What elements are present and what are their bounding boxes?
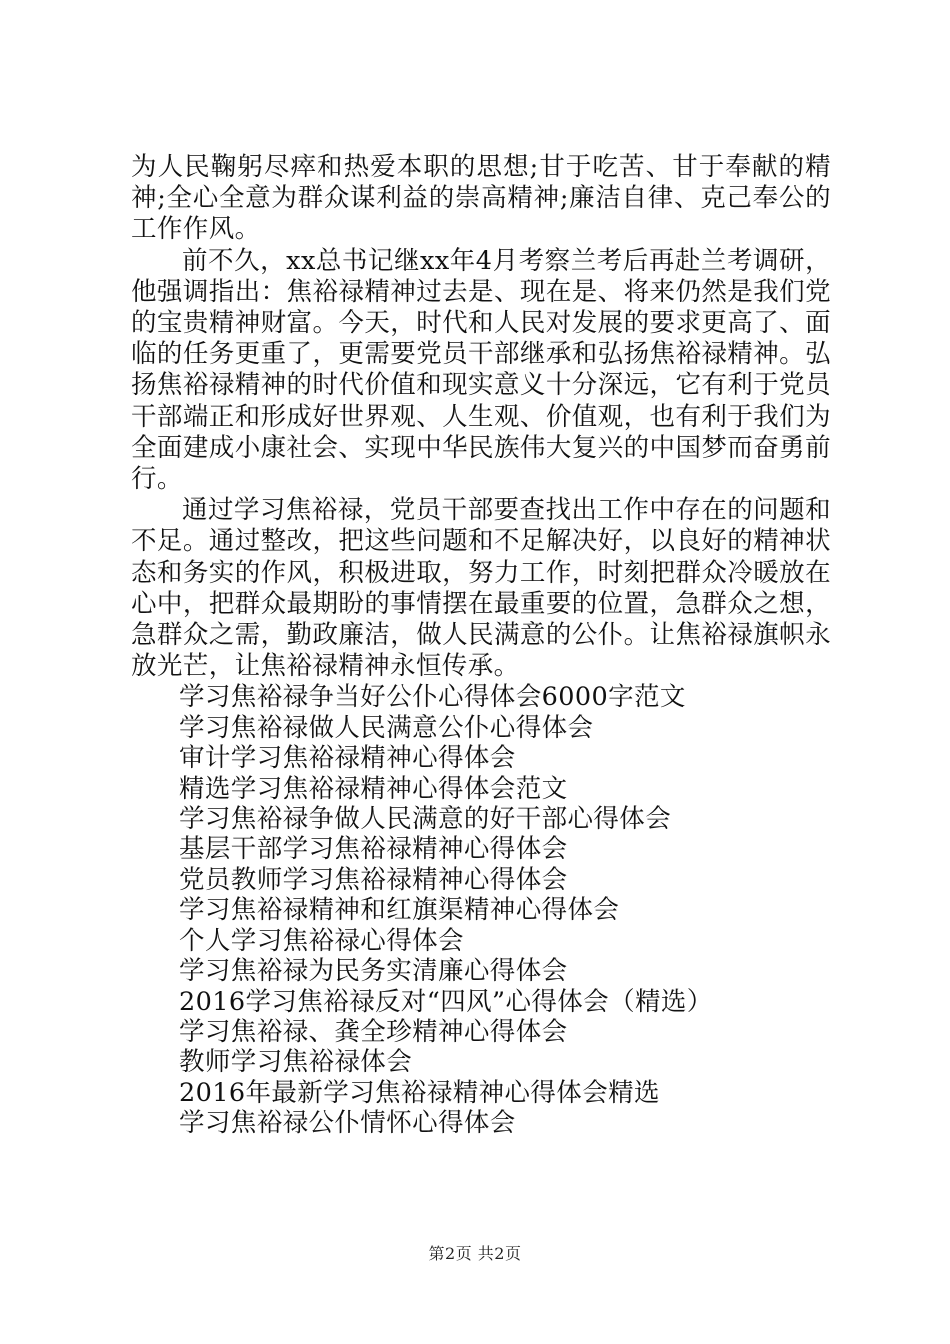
page-footer: 第2页 共2页 <box>428 1244 522 1263</box>
document-body <box>131 152 831 1139</box>
list-item: 党员教师学习焦裕禄精神心得体会 <box>179 864 568 895</box>
list-item: 教师学习焦裕禄体会 <box>179 1047 413 1078</box>
list-item: 审计学习焦裕禄精神心得体会 <box>179 743 516 774</box>
list-item: 学习焦裕禄为民务实清廉心得体会 <box>179 956 568 987</box>
paragraph-xx-visit: 前不久，xx总书记继xx年4月考察兰考后再赴兰考调研，他强调指出：焦裕禄精神过去是、现在是、将来仍然是我们党的宝贵精神财富。今天，时代和人民对发展的要求更高了、面临的任务更重了，更需要党员干部继承和弘扬焦裕禄精神。弘扬焦裕禄精神的时代价值和现实意义十分深远，它有利于党员干部端正和形成好世界观、人生观、价值观，也有利于我们为全面建成小康社会、实现中华民族伟大复兴的中国梦而奋勇前行。 <box>131 245 831 495</box>
paragraph-learning: 通过学习焦裕禄，党员干部要查找出工作中存在的问题和不足。通过整改，把这些问题和不足解决好，以良好的精神状态和务实的作风，积极进取，努力工作，时刻把群众冷暖放在心中，把群众最期盼的事情摆在最重要的位置，急群众之想，急群众之需，勤政廉洁，做人民满意的公仆。让焦裕禄旗帜永放光芒，让焦裕禄精神永恒传承。 <box>131 495 831 682</box>
list-item: 学习焦裕禄争做人民满意的好干部心得体会 <box>179 804 672 835</box>
list-item: 基层干部学习焦裕禄精神心得体会 <box>179 834 568 865</box>
paragraph-continuation: 为人民鞠躬尽瘁和热爱本职的思想;甘于吃苦、甘于奉献的精神;全心全意为群众谋利益的崇高精神;廉洁自律、克己奉公的工作作风。 <box>131 152 831 245</box>
list-item: 学习焦裕禄公仆情怀心得体会 <box>179 1108 516 1139</box>
list-item: 学习焦裕禄精神和红旗渠精神心得体会 <box>179 895 620 926</box>
related-titles-list <box>131 682 831 1138</box>
list-item: 学习焦裕禄、龚全珍精神心得体会 <box>179 1016 568 1047</box>
list-item: 2016年最新学习焦裕禄精神心得体会精选 <box>179 1077 660 1108</box>
list-item: 个人学习焦裕禄心得体会 <box>179 925 464 956</box>
list-item: 学习焦裕禄争当好公仆心得体会6000字范文 <box>179 682 686 713</box>
list-item: 学习焦裕禄做人民满意公仆心得体会 <box>179 712 594 743</box>
list-item: 精选学习焦裕禄精神心得体会范文 <box>179 773 568 804</box>
list-item: 2016学习焦裕禄反对“四风”心得体会（精选） <box>179 986 713 1017</box>
